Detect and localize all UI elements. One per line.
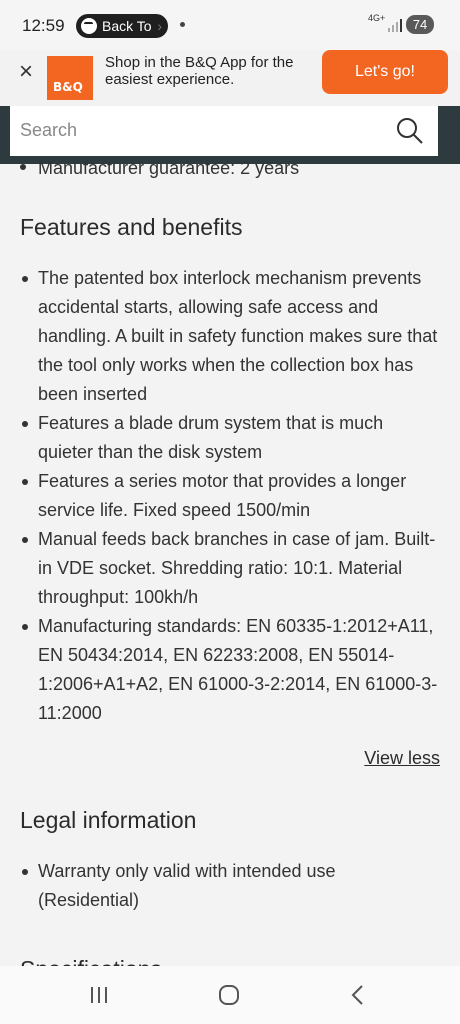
signal-icon — [388, 18, 402, 32]
search-bar — [0, 106, 460, 164]
list-item: The patented box interlock mechanism prevents accidental starts, allowing safe access and handling. A built in safety function makes sure that the tool only works when the collection box has been inserted — [0, 264, 460, 409]
list-item-partial: Manufacturer guarantee: 2 years — [38, 158, 300, 178]
list-item: Manual feeds back branches in case of jam. Built-in VDE socket. Shredding ratio: 10:1. Material throughput: 100kh/h — [0, 525, 460, 612]
features-heading: Features and benefits — [20, 214, 243, 240]
media-pill[interactable] — [76, 14, 168, 38]
search-placeholder: Search — [20, 120, 78, 140]
bq-logo: B&Q — [47, 56, 93, 100]
bullet — [20, 164, 26, 170]
chevron-right-icon: › — [157, 18, 162, 34]
search-input[interactable] — [10, 106, 438, 156]
system-nav-bar — [0, 966, 460, 1024]
list-item: Features a blade drum system that is much quieter than the disk system — [0, 409, 460, 467]
features-list — [0, 264, 460, 728]
recent-apps-icon[interactable] — [88, 984, 110, 1006]
list-item: Features a series motor that provides a longer service life. Fixed speed 1500/min — [0, 467, 460, 525]
back-icon[interactable] — [348, 984, 368, 1006]
list-item: Manufacturing standards: EN 60335-1:2012+A11, EN 50434:2014, EN 62233:2008, EN 55014-1:2006+A1+A2, EN 61000-3-2:2014, EN 61000-3-11:2000 — [0, 612, 460, 728]
search-icon[interactable] — [396, 117, 424, 145]
legal-list — [0, 857, 460, 915]
network-type: 4G+ — [368, 13, 386, 23]
close-icon[interactable]: × — [18, 58, 33, 85]
legal-heading: Legal information — [20, 807, 197, 833]
app-banner — [0, 50, 460, 106]
lets-go-button[interactable]: Let's go! — [322, 50, 448, 94]
battery-level: 74 — [406, 15, 434, 34]
banner-message: Shop in the B&Q App for the easiest experience. — [105, 54, 294, 88]
home-icon[interactable] — [218, 984, 240, 1006]
media-pill-label: Back To — [102, 18, 152, 34]
status-bar — [0, 0, 460, 50]
notification-dot-icon — [180, 22, 185, 27]
specifications-heading-partial — [20, 950, 162, 966]
list-item: Warranty only valid with intended use (Residential) — [0, 857, 460, 915]
spotify-icon — [81, 18, 97, 34]
view-less-link[interactable]: View less — [364, 748, 440, 768]
clock: 12:59 — [22, 16, 65, 35]
